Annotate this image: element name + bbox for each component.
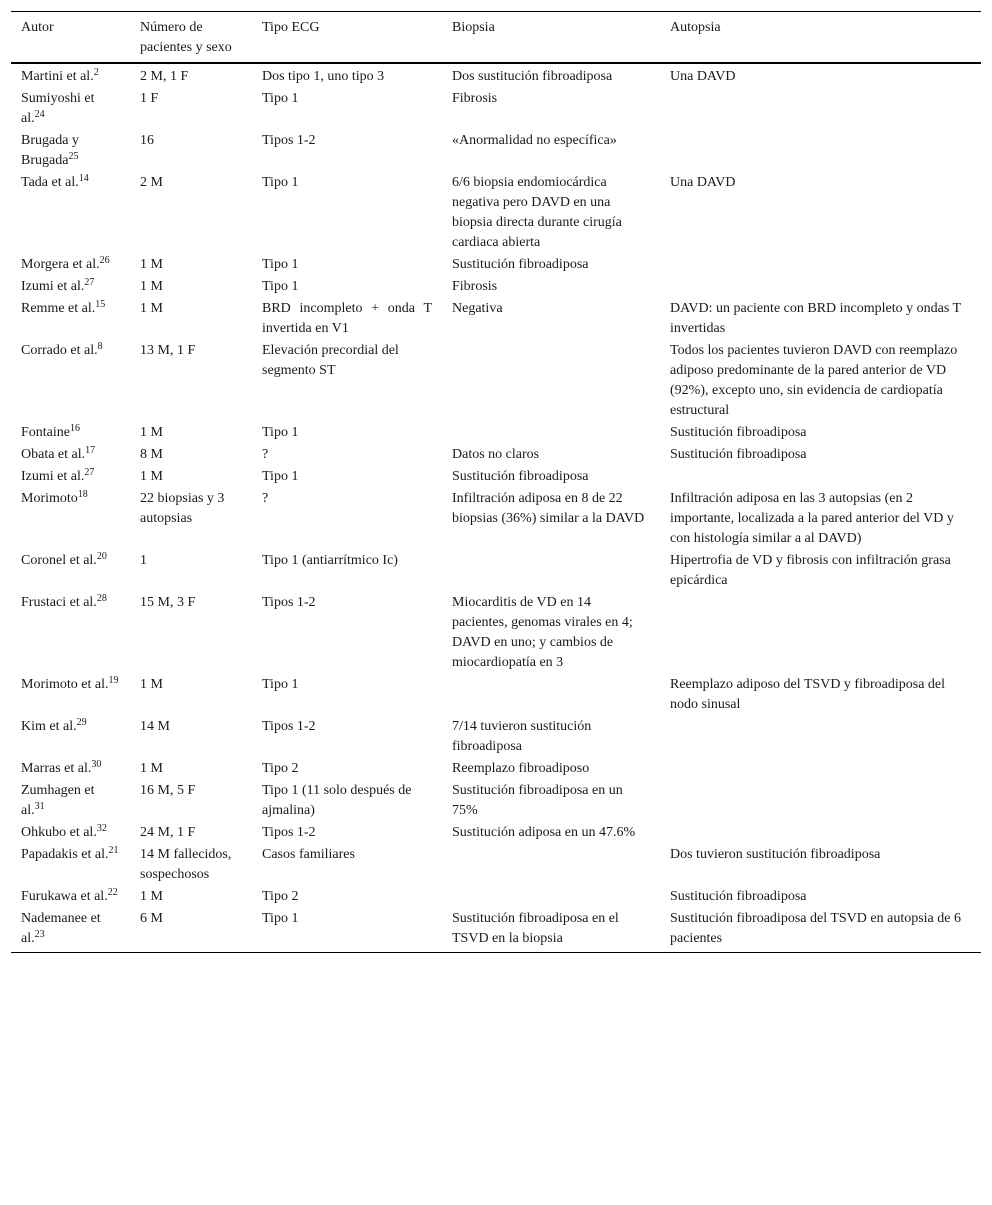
cell-author (11, 465, 130, 487)
cell-ecg-type: Elevación precordial del segmento ST (262, 343, 399, 378)
cell-autopsy (660, 779, 981, 821)
cell-autopsy: Sustitución fibroadiposa del TSVD en autopsia de 6 pacientes (660, 907, 981, 953)
reference-number: 18 (77, 489, 88, 500)
cell-author (11, 885, 130, 907)
cell-autopsy: Sustitución fibroadiposa (670, 425, 807, 440)
author-name: Fontaine (21, 425, 70, 440)
cell-author (11, 87, 130, 129)
cell-ecg-type: Tipo 1 (11 solo después de ajmalina) (262, 783, 412, 818)
table-row (11, 421, 981, 443)
cell-patients: 2 M, 1 F (140, 69, 189, 84)
cell-author (11, 421, 130, 443)
cell-autopsy (660, 253, 981, 275)
cell-patients: 16 (140, 133, 154, 148)
header-biopsy: Biopsia (442, 12, 660, 64)
cell-author (11, 843, 130, 885)
cell-autopsy: Infiltración adiposa en las 3 autopsias (en 2 importante, localizada a la pared anterior del VD y con histología similar a al DAVD) (670, 491, 954, 546)
table-row (11, 843, 981, 885)
reference-number: 17 (85, 445, 96, 456)
reference-number: 2 (93, 67, 99, 78)
author-name: Marras et al. (21, 761, 92, 776)
reference-number: 8 (97, 341, 103, 352)
table-row (11, 757, 981, 779)
cell-ecg-type: Dos tipo 1, uno tipo 3 (262, 69, 385, 84)
cell-autopsy (660, 591, 981, 673)
author-name: Martini et al. (21, 69, 94, 84)
table-row (11, 129, 981, 171)
author-name: Morimoto et al. (21, 677, 109, 692)
cell-patients: 1 M (140, 257, 163, 272)
cell-biopsy: Infiltración adiposa en 8 de 22 biopsias (36%) similar a la DAVD (452, 491, 645, 526)
cell-patients: 1 M (140, 469, 163, 484)
table-row (11, 87, 981, 129)
cell-ecg-type: Tipo 2 (262, 889, 299, 904)
cell-patients: 1 M (140, 425, 163, 440)
cell-patients: 16 M, 5 F (140, 783, 196, 798)
table-row (11, 549, 981, 591)
reference-number: 32 (96, 823, 107, 834)
cell-patients: 8 M (140, 447, 163, 462)
cell-ecg-type: Tipo 1 (262, 279, 299, 294)
cell-biopsy: Sustitución adiposa en un 47.6% (452, 825, 636, 840)
table-row (11, 297, 981, 339)
table-row (11, 779, 981, 821)
cell-ecg-type: Tipos 1-2 (262, 133, 316, 148)
table-row (11, 253, 981, 275)
reference-number: 22 (107, 887, 118, 898)
cell-author (11, 253, 130, 275)
table-row (11, 63, 981, 87)
cell-biopsy: Sustitución fibroadiposa (452, 469, 589, 484)
author-name: Morimoto (21, 491, 78, 506)
reference-number: 24 (34, 109, 45, 120)
cell-author (11, 171, 130, 253)
table-row (11, 487, 981, 549)
cell-biopsy (442, 339, 660, 421)
author-name: Obata et al. (21, 447, 86, 462)
table-row (11, 715, 981, 757)
cell-autopsy (660, 129, 981, 171)
cell-author (11, 757, 130, 779)
cell-patients: 1 M (140, 677, 163, 692)
cell-autopsy (660, 275, 981, 297)
cell-ecg-type: Tipo 1 (262, 469, 299, 484)
author-name: Ohkubo et al. (21, 825, 97, 840)
cell-author (11, 275, 130, 297)
cell-biopsy: Fibrosis (452, 279, 498, 294)
cell-autopsy: Todos los pacientes tuvieron DAVD con reemplazo adiposo predominante de la pared anterior de VD (92%), excepto uno, sin evidencia de cardiopatía estructural (670, 343, 958, 418)
cell-biopsy (442, 843, 660, 885)
header-autopsy: Autopsia (660, 12, 981, 64)
table-row (11, 339, 981, 421)
table-row (11, 591, 981, 673)
cell-patients: 14 M (140, 719, 170, 734)
cell-patients: 1 M (140, 889, 163, 904)
cell-ecg-type: Casos familiares (262, 847, 355, 862)
header-author: Autor (11, 12, 130, 64)
cell-patients: 1 M (140, 279, 163, 294)
author-name: Morgera et al. (21, 257, 100, 272)
cell-ecg-type: Tipo 2 (262, 761, 299, 776)
reference-number: 19 (108, 675, 119, 686)
cell-patients: 13 M, 1 F (140, 343, 196, 358)
cell-author (11, 907, 130, 953)
table-row (11, 885, 981, 907)
reference-number: 25 (68, 151, 79, 162)
cell-patients: 2 M (140, 175, 163, 190)
author-name: Corrado et al. (21, 343, 98, 358)
cell-author (11, 591, 130, 673)
cell-ecg-type: Tipos 1-2 (262, 595, 316, 610)
cell-autopsy: DAVD: un paciente con BRD incompleto y ondas T invertidas (670, 301, 961, 336)
cell-ecg-type: Tipo 1 (antiarrítmico Ic) (262, 553, 398, 568)
cell-ecg-type: BRD incompleto + onda T invertida en V1 (262, 301, 432, 336)
cell-biopsy (442, 673, 660, 715)
header-patients: Número de pacientes y sexo (130, 12, 252, 64)
cell-autopsy (660, 465, 981, 487)
cell-autopsy: Sustitución fibroadiposa (670, 889, 807, 904)
cell-ecg-type: Tipos 1-2 (262, 719, 316, 734)
reference-number: 14 (78, 173, 89, 184)
cell-biopsy: 7/14 tuvieron sustitución fibroadiposa (452, 719, 592, 754)
author-name: Izumi et al. (21, 279, 85, 294)
cell-patients: 15 M, 3 F (140, 595, 196, 610)
cell-author (11, 487, 130, 549)
reference-number: 26 (99, 255, 110, 266)
reference-number: 23 (34, 929, 45, 940)
cell-author (11, 715, 130, 757)
author-name: Frustaci et al. (21, 595, 97, 610)
cell-ecg-type: Tipo 1 (262, 425, 299, 440)
table-row (11, 275, 981, 297)
author-name: Zumhagen et al. (21, 783, 95, 818)
reference-number: 30 (91, 759, 102, 770)
cell-ecg-type: Tipo 1 (252, 907, 442, 953)
cell-autopsy (660, 715, 981, 757)
table-header-row (11, 12, 981, 64)
cell-ecg-type: Tipo 1 (262, 175, 299, 190)
table-row (11, 907, 981, 953)
cell-biopsy: Sustitución fibroadiposa en un 75% (452, 783, 623, 818)
cell-biopsy (442, 885, 660, 907)
cell-biopsy: Datos no claros (452, 447, 540, 462)
table-row (11, 171, 981, 253)
author-name: Brugada y Brugada (21, 133, 79, 168)
cell-author (11, 821, 130, 843)
author-name: Sumiyoshi et al. (21, 91, 95, 126)
cell-autopsy: Hipertrofia de VD y fibrosis con infiltración grasa epicárdica (670, 553, 951, 588)
cell-patients: 1 (140, 553, 147, 568)
reference-number: 31 (34, 801, 45, 812)
cell-author (11, 63, 130, 87)
cell-autopsy (660, 87, 981, 129)
cell-biopsy: Negativa (452, 301, 503, 316)
cell-autopsy (660, 757, 981, 779)
cell-author (11, 129, 130, 171)
cell-author (11, 297, 130, 339)
reference-number: 29 (76, 717, 87, 728)
cell-author (11, 779, 130, 821)
author-name: Tada et al. (21, 175, 79, 190)
cell-biopsy: Sustitución fibroadiposa en el TSVD en la biopsia (442, 907, 660, 953)
reference-number: 15 (95, 299, 106, 310)
reference-number: 27 (84, 277, 95, 288)
table-row (11, 465, 981, 487)
cell-patients: 22 biopsias y 3 autopsias (140, 491, 225, 526)
author-name: Remme et al. (21, 301, 96, 316)
cell-ecg-type: ? (262, 491, 269, 506)
cell-autopsy: Sustitución fibroadiposa (670, 447, 807, 462)
header-ecg-type: Tipo ECG (252, 12, 442, 64)
author-name: Izumi et al. (21, 469, 85, 484)
cell-biopsy: Fibrosis (452, 91, 498, 106)
cell-biopsy (442, 421, 660, 443)
author-name: Furukawa et al. (21, 889, 108, 904)
reference-number: 21 (108, 845, 119, 856)
cell-author (11, 549, 130, 591)
table-row (11, 443, 981, 465)
author-name: Papadakis et al. (21, 847, 109, 862)
reference-number: 20 (96, 551, 107, 562)
cell-ecg-type: Tipo 1 (262, 677, 299, 692)
cell-author (11, 339, 130, 421)
cell-patients: 6 M (130, 907, 252, 953)
cell-autopsy: Dos tuvieron sustitución fibroadiposa (670, 847, 881, 862)
cell-patients: 1 M (140, 301, 163, 316)
cell-autopsy: Reemplazo adiposo del TSVD y fibroadiposa del nodo sinusal (670, 677, 946, 712)
reference-number: 16 (70, 423, 80, 434)
author-name: Kim et al. (21, 719, 77, 734)
table-row (11, 673, 981, 715)
cell-patients: 14 M fallecidos, sospechosos (140, 847, 232, 882)
cell-autopsy: Una DAVD (670, 69, 736, 84)
cell-biopsy: Reemplazo fibroadiposo (452, 761, 590, 776)
cell-ecg-type: Tipo 1 (262, 257, 299, 272)
author-name: Nademanee et al. (21, 911, 101, 946)
table-row (11, 821, 981, 843)
author-name: Coronel et al. (21, 553, 97, 568)
cell-autopsy: Una DAVD (670, 175, 736, 190)
cell-ecg-type: Tipos 1-2 (262, 825, 316, 840)
cell-biopsy: «Anormalidad no específica» (452, 133, 617, 148)
cell-ecg-type: Tipo 1 (262, 91, 299, 106)
cell-ecg-type: ? (262, 447, 269, 462)
reference-number: 27 (84, 467, 95, 478)
cell-patients: 24 M, 1 F (140, 825, 196, 840)
cell-biopsy: Miocarditis de VD en 14 pacientes, genomas virales en 4; DAVD en uno; y cambios de miocardiopatía en 3 (452, 595, 633, 670)
cell-biopsy: 6/6 biopsia endomiocárdica negativa pero DAVD en una biopsia directa durante cirugía cardiaca abierta (452, 175, 622, 250)
reference-number: 28 (96, 593, 107, 604)
cell-patients: 1 F (140, 91, 159, 106)
cell-author (11, 443, 130, 465)
autopsy-biopsy-table (11, 11, 981, 953)
cell-author (11, 673, 130, 715)
cell-biopsy: Sustitución fibroadiposa (452, 257, 589, 272)
cell-biopsy: Dos sustitución fibroadiposa (452, 69, 613, 84)
cell-patients: 1 M (140, 761, 163, 776)
cell-autopsy (660, 821, 981, 843)
cell-biopsy (442, 549, 660, 591)
